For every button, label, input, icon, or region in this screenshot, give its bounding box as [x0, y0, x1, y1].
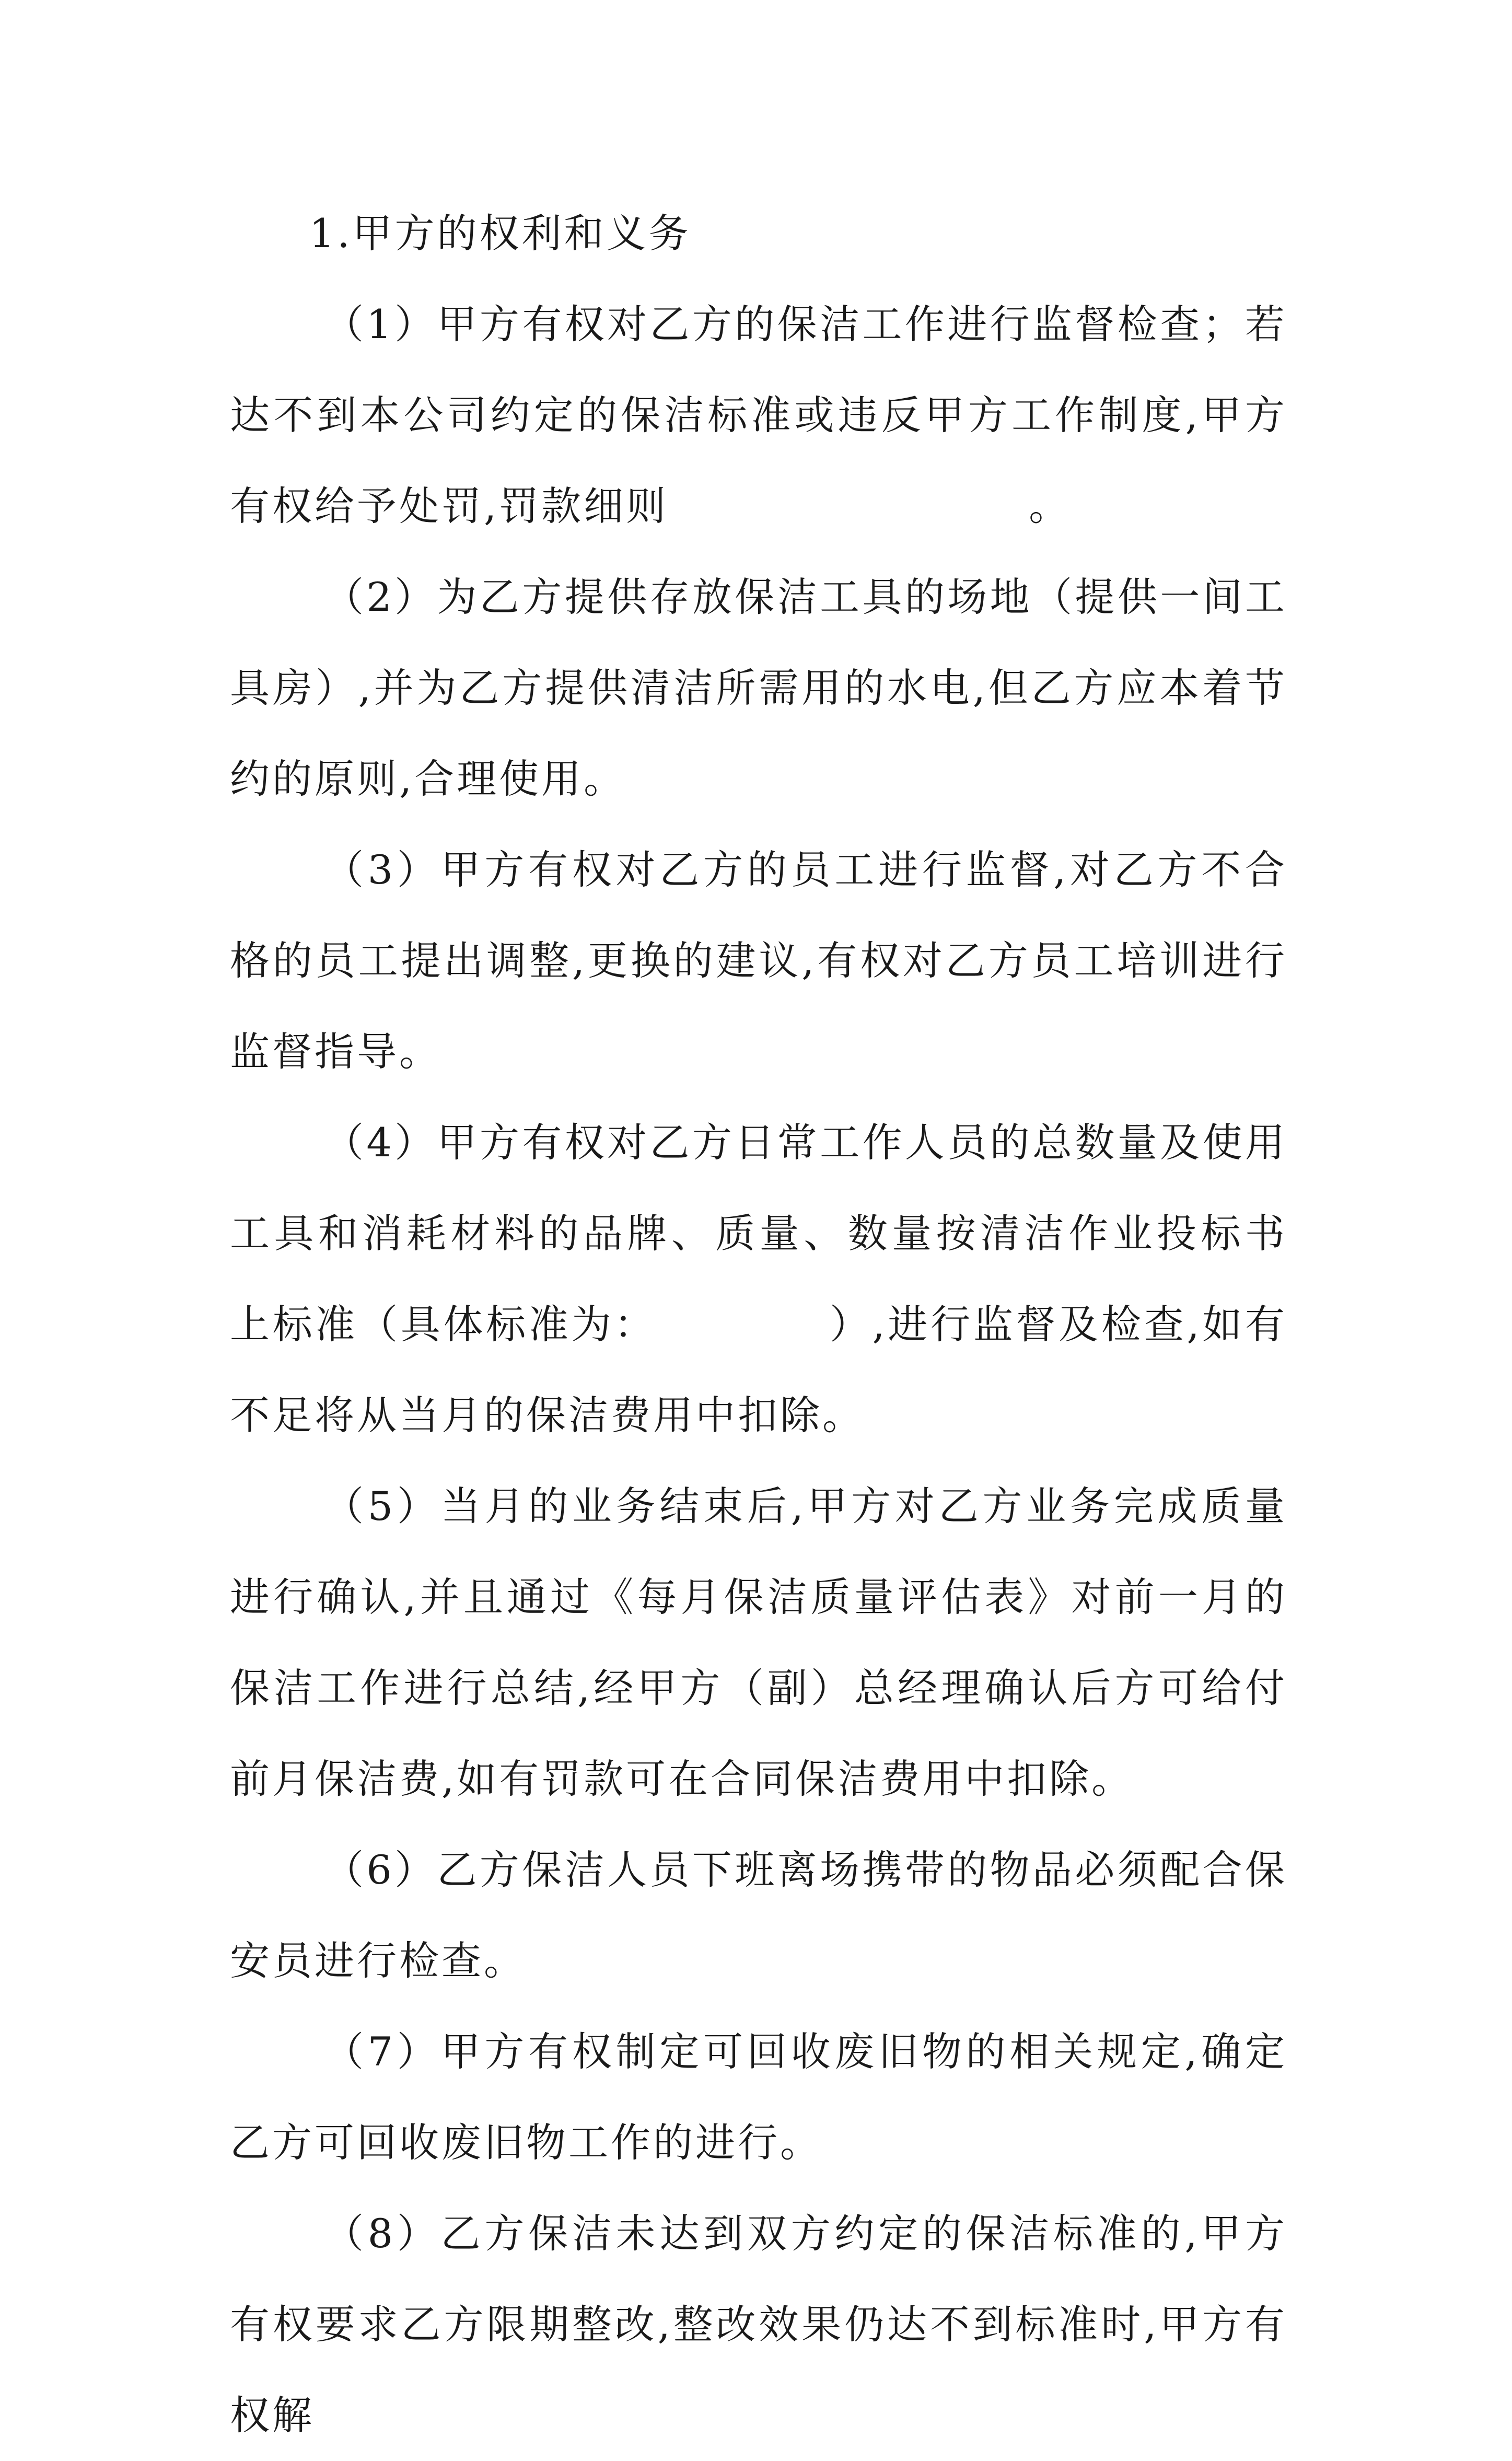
- clause-7: （7）甲方有权制定可回收废旧物的相关规定,确定乙方可回收废旧物工作的进行。: [230, 2028, 1287, 2166]
- clause-5: （5）当月的业务结束后,甲方对乙方业务完成质量进行确认,并且通过《每月保洁质量评估表》对前一月的保洁工作进行总结,经甲方（副）总经理确认后方可给付前月保洁费,如有罚款可在合同保洁费用中扣除。: [230, 1483, 1287, 1802]
- clause-4-text: （4）甲方有权对乙方日常工作人员的总数量及使用工具和消耗材料的品牌、质量、数量按清洁作业投标书上标准（具体标准为：: [230, 1119, 1287, 1348]
- clause-1-text: （1）甲方有权对乙方的保洁工作进行监督检查；若达不到本公司约定的保洁标准或违反甲方工作制度,甲方有权给予处罚,罚款细则: [230, 301, 1287, 529]
- clause-4-tail: ）,进行监督及检查,如有不足将从当月的保洁费用中扣除。: [230, 1301, 1287, 1438]
- clause-1-tail: 。: [1029, 483, 1072, 529]
- clause-6: （6）乙方保洁人员下班离场携带的物品必须配合保安员进行检查。: [230, 1847, 1287, 1984]
- clause-2: （2）为乙方提供存放保洁工具的场地（提供一间工具房）,并为乙方提供清洁所需用的水电,但乙方应本着节约的原则,合理使用。: [230, 574, 1287, 802]
- document-body: [230, 188, 1287, 2461]
- clause-1: [230, 279, 1287, 552]
- clause-8: （8）乙方保洁未达到双方约定的保洁标准的,甲方有权要求乙方限期整改,整改效果仍达不到标准时,甲方有权解: [230, 2210, 1287, 2439]
- section-heading: 1.甲方的权利和义务: [309, 210, 691, 257]
- clause-4: [230, 1097, 1287, 1461]
- clause-3: （3）甲方有权对乙方的员工进行监督,对乙方不合格的员工提出调整,更换的建议,有权对乙方员工培训进行监督指导。: [230, 846, 1287, 1075]
